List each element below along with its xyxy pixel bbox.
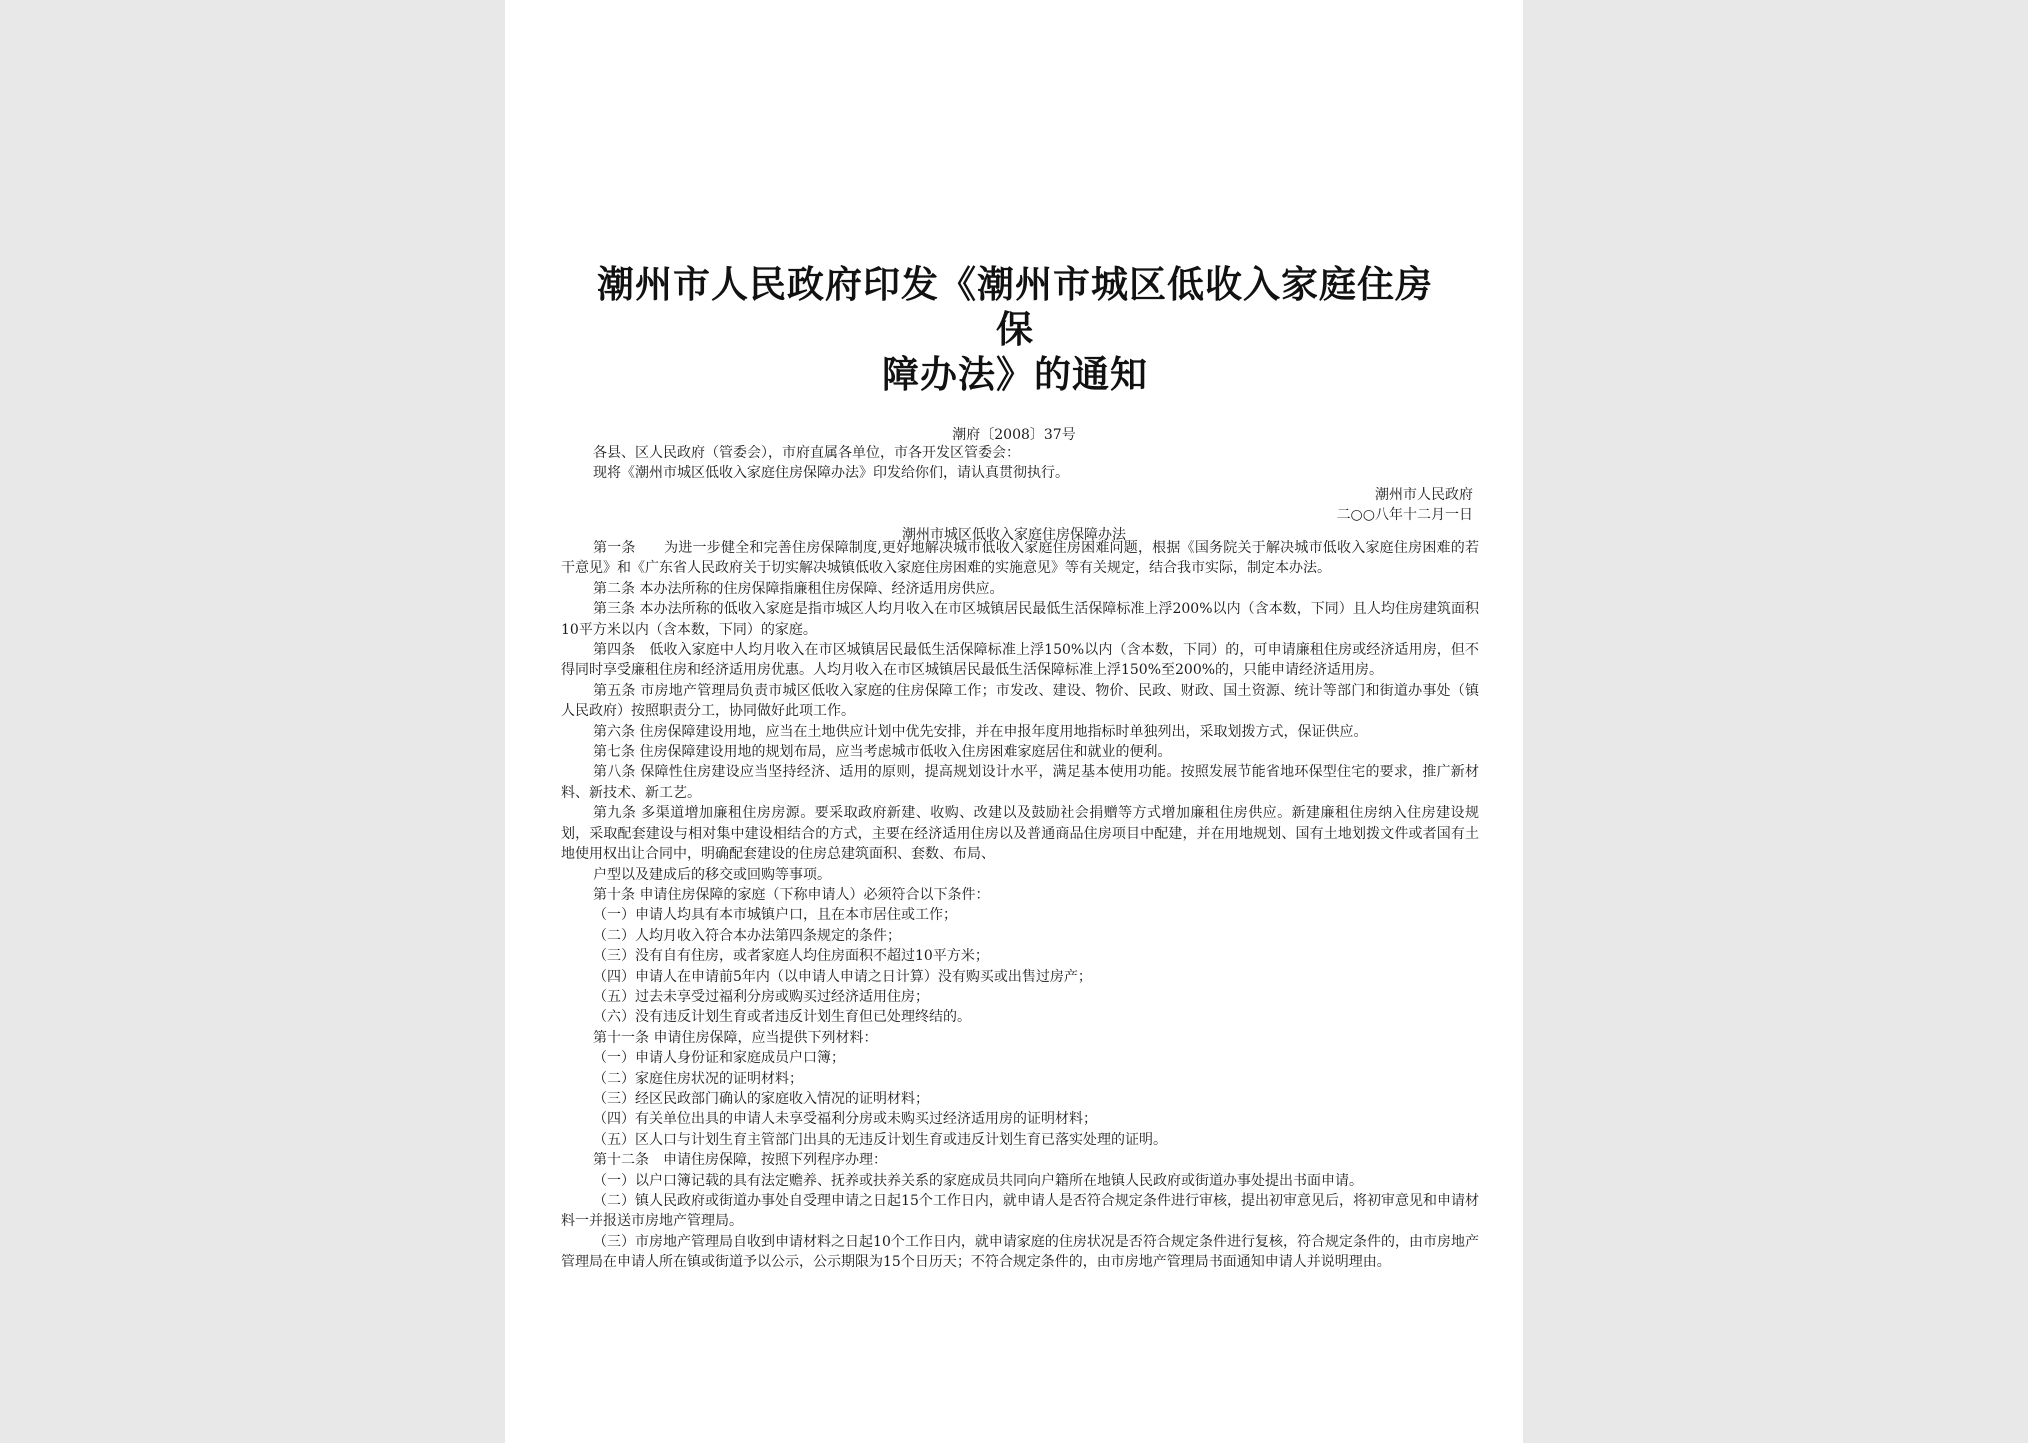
body-paragraph: （二）家庭住房状况的证明材料； xyxy=(593,1070,803,1087)
body-paragraph: （三）市房地产管理局自收到申请材料之日起10个工作日内，就申请家庭的住房状况是否符合规定条件进行复核，符合规定条件的，由市房地产管理局在申请人所在镇或街道予以公示，公示期限为15个日历天；不符合规定条件的，由市房地产管理局书面通知申请人并说明理由。 xyxy=(561,1233,1479,1271)
body-paragraph: 第五条 市房地产管理局负责市城区低收入家庭的住房保障工作；市发改、建设、物价、民政、财政、国土资源、统计等部门和街道办事处（镇人民政府）按照职责分工，协同做好此项工作。 xyxy=(561,682,1479,720)
body-paragraph: （五）区人口与计划生育主管部门出具的无违反计划生育或违反计划生育已落实处理的证明。 xyxy=(593,1131,1167,1148)
addressee: 各县、区人民政府（管委会），市府直属各单位，市各开发区管委会： xyxy=(593,445,1020,461)
body-paragraph: 第十二条 申请住房保障，按照下列程序办理： xyxy=(593,1152,887,1169)
document-page xyxy=(505,0,1523,1443)
body-paragraph: 第四条 低收入家庭中人均月收入在市区城镇居民最低生活保障标准上浮150%以内（含本数，下同）的，可申请廉租住房或经济适用房，但不得同时享受廉租住房和经济适用房优惠。人均月收入在市区城镇居民最低生活保障标准上浮150%至200%的，只能申请经济适用房。 xyxy=(561,642,1479,679)
measures-subtitle: 潮州市城区低收入家庭住房保障办法 xyxy=(902,527,1126,543)
document-number: 潮府〔2008〕37号 xyxy=(952,427,1076,443)
body-paragraph: 户型以及建成后的移交或回购等事项。 xyxy=(593,866,831,883)
body-paragraph: （二）镇人民政府或街道办事处自受理申请之日起15个工作日内，就申请人是否符合规定条件进行审核，提出初审意见后，将初审意见和申请材料一并报送市房地产管理局。 xyxy=(561,1193,1479,1230)
body-paragraph: （一）申请人身份证和家庭成员户口簿； xyxy=(593,1050,845,1067)
body-paragraph: （一）以户口簿记载的具有法定赡养、抚养或扶养关系的家庭成员共同向户籍所在地镇人民政府或街道办事处提出书面申请。 xyxy=(593,1172,1363,1189)
signature-date: 二○○八年十二月一日 xyxy=(1336,507,1473,523)
body-paragraph: （六）没有违反计划生育或者违反计划生育但已处理终结的。 xyxy=(593,1009,971,1026)
title-line-1: 潮州市人民政府印发《潮州市城区低收入家庭住房保 xyxy=(597,262,1433,351)
body-paragraph: （三）没有自有住房，或者家庭人均住房面积不超过10平方米； xyxy=(593,948,989,965)
body-paragraph: 第一条 为进一步健全和完善住房保障制度,更好地解决城市低收入家庭住房困难问题，根据《国务院关于解决城市低收入家庭住房困难的若干意见》和《广东省人民政府关于切实解决城镇低收入家庭住房困难的实施意见》等有关规定，结合我市实际，制定本办法。 xyxy=(561,540,1479,577)
document-title xyxy=(585,262,1445,397)
body-paragraph: 第十一条 申请住房保障，应当提供下列材料： xyxy=(593,1029,878,1046)
body-paragraph: 第九条 多渠道增加廉租住房房源。要采取政府新建、收购、改建以及鼓励社会捐赠等方式增加廉租住房供应。新建廉租住房纳入住房建设规划，采取配套建设与相对集中建设相结合的方式，主要在经济适用住房以及普通商品住房项目中配建，并在用地规划、国有土地划拨文件或者国有土地使用权出让合同中，明确配套建设的住房总建筑面积、套数、布局、 xyxy=(561,805,1479,863)
body-paragraph: 第六条 住房保障建设用地，应当在土地供应计划中优先安排，并在申报年度用地指标时单独列出，采取划拨方式，保证供应。 xyxy=(593,723,1368,740)
signature-org: 潮州市人民政府 xyxy=(1375,487,1473,503)
body-paragraph: （四）有关单位出具的申请人未享受福利分房或未购买过经济适用房的证明材料； xyxy=(593,1111,1097,1128)
forward-line: 现将《潮州市城区低收入家庭住房保障办法》印发给你们，请认真贯彻执行。 xyxy=(593,465,1069,481)
body-paragraph: （三）经区民政部门确认的家庭收入情况的证明材料； xyxy=(593,1090,929,1107)
body-paragraph: （五）过去未享受过福利分房或购买过经济适用住房； xyxy=(593,988,929,1005)
body-paragraph: 第十条 申请住房保障的家庭（下称申请人）必须符合以下条件： xyxy=(593,886,990,903)
body-paragraph: （四）申请人在申请前5年内（以申请人申请之日计算）没有购买或出售过房产； xyxy=(593,968,1092,985)
body-paragraph: （一）申请人均具有本市城镇户口，且在本市居住或工作； xyxy=(593,907,957,924)
body-paragraph: 第七条 住房保障建设用地的规划布局，应当考虑城市低收入住房困难家庭居住和就业的便利。 xyxy=(593,744,1172,761)
body-paragraph: （二）人均月收入符合本办法第四条规定的条件； xyxy=(593,927,901,944)
body-paragraph: 第二条 本办法所称的住房保障指廉租住房保障、经济适用房供应。 xyxy=(593,580,1004,597)
document-body xyxy=(561,538,1479,1273)
title-line-2: 障办法》的通知 xyxy=(882,352,1148,396)
body-paragraph: 第三条 本办法所称的低收入家庭是指市城区人均月收入在市区城镇居民最低生活保障标准上浮200%以内（含本数，下同）且人均住房建筑面积10平方米以内（含本数，下同）的家庭。 xyxy=(561,601,1479,638)
body-paragraph: 第八条 保障性住房建设应当坚持经济、适用的原则，提高规划设计水平，满足基本使用功能。按照发展节能省地环保型住宅的要求，推广新材料、新技术、新工艺。 xyxy=(561,764,1479,801)
